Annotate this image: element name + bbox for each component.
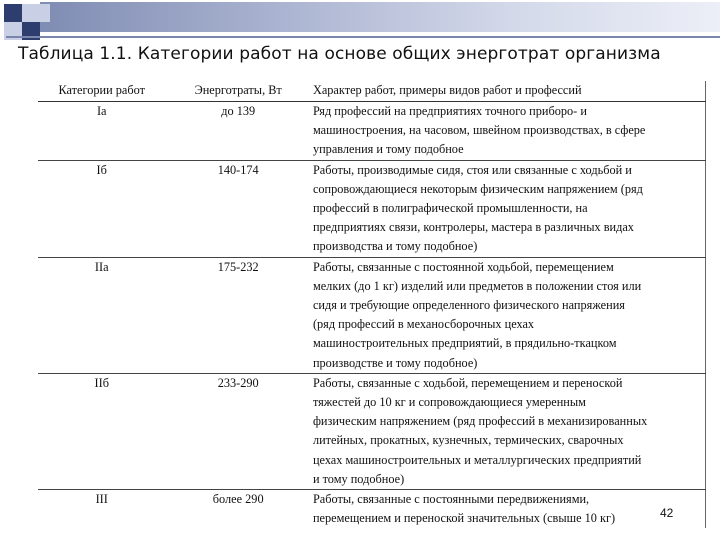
description-line: тяжестей до 10 кг и сопровождающиеся умеренным (312, 395, 586, 410)
description-line: производства и тому подобное) (312, 239, 478, 254)
table-row (38, 257, 706, 373)
cell-category: IIа (94, 259, 109, 274)
cell-description (311, 490, 706, 529)
description-line: сидя и требующие определенного физического напряжения (312, 298, 625, 313)
description-line: (ряд профессий в механосборочных цехах (312, 317, 535, 332)
energy-categories-table (38, 81, 706, 528)
description-line: цехах машиностроительных и металлургических предприятий (312, 452, 642, 467)
header-description: Характер работ, примеры видов работ и профессий (312, 83, 582, 97)
table-row (38, 373, 706, 489)
header-divider (6, 36, 720, 38)
table-row (38, 102, 706, 161)
cell-description (311, 257, 706, 373)
cell-description (311, 373, 706, 489)
description-line: машиностроения, на часовом, швейном производствах, в сфере (312, 123, 646, 138)
description-line: профессий в полиграфической промышленности, на (312, 201, 588, 216)
cell-energy: до 139 (221, 104, 256, 118)
description-line: Работы, связанные с постоянными передвижениями, (312, 492, 590, 507)
slide-title: Таблица 1.1. Категории работ на основе общих энерготрат организма (18, 44, 661, 64)
description-line: физическим напряжением (ряд профессий в механизированных (312, 414, 648, 429)
description-line: предприятиях связи, контролеры, мастера в различных видах (312, 220, 634, 235)
description-line: машиностроительных предприятий, в прядильно-ткацком (312, 336, 617, 351)
description-line: Ряд профессий на предприятиях точного приборо- и (312, 104, 587, 118)
cell-energy: 233-290 (217, 375, 259, 390)
description-line: мелких (до 1 кг) изделий или предметов в положении стоя или (312, 278, 642, 293)
description-line: Работы, связанные с ходьбой, перемещением и переноской (312, 375, 623, 390)
table-header-row (38, 81, 706, 102)
cell-energy: более 290 (212, 492, 264, 507)
cell-energy: 140-174 (217, 162, 259, 177)
description-line: сопровождающиеся некоторым физическим напряжением (ряд (312, 181, 643, 196)
table-row (38, 160, 706, 257)
header-decoration-band (40, 2, 720, 32)
description-line: литейных, прокатных, кузнечных, термических, сварочных (312, 433, 624, 448)
description-line: производстве и тому подобное) (312, 355, 478, 370)
description-line: Работы, связанные с постоянной ходьбой, перемещением (312, 259, 614, 274)
description-line: и тому подобное) (312, 471, 405, 486)
page-number: 42 (660, 506, 674, 520)
cell-energy: 175-232 (217, 259, 259, 274)
table-row (38, 490, 706, 529)
cell-category: Iб (96, 162, 107, 177)
cell-description (311, 102, 706, 161)
description-line: управления и тому подобное (312, 142, 464, 157)
cell-category: IIб (94, 375, 109, 390)
cell-category: III (95, 492, 108, 507)
cell-category: Iа (96, 104, 107, 118)
cell-description (311, 160, 706, 257)
header-category: Категории работ (58, 83, 145, 97)
header-energy: Энерготраты, Вт (194, 83, 282, 97)
description-line: Работы, производимые сидя, стоя или связанные с ходьбой и (312, 162, 632, 177)
description-line: перемещением и переноской значительных (свыше 10 кг) (312, 511, 616, 526)
